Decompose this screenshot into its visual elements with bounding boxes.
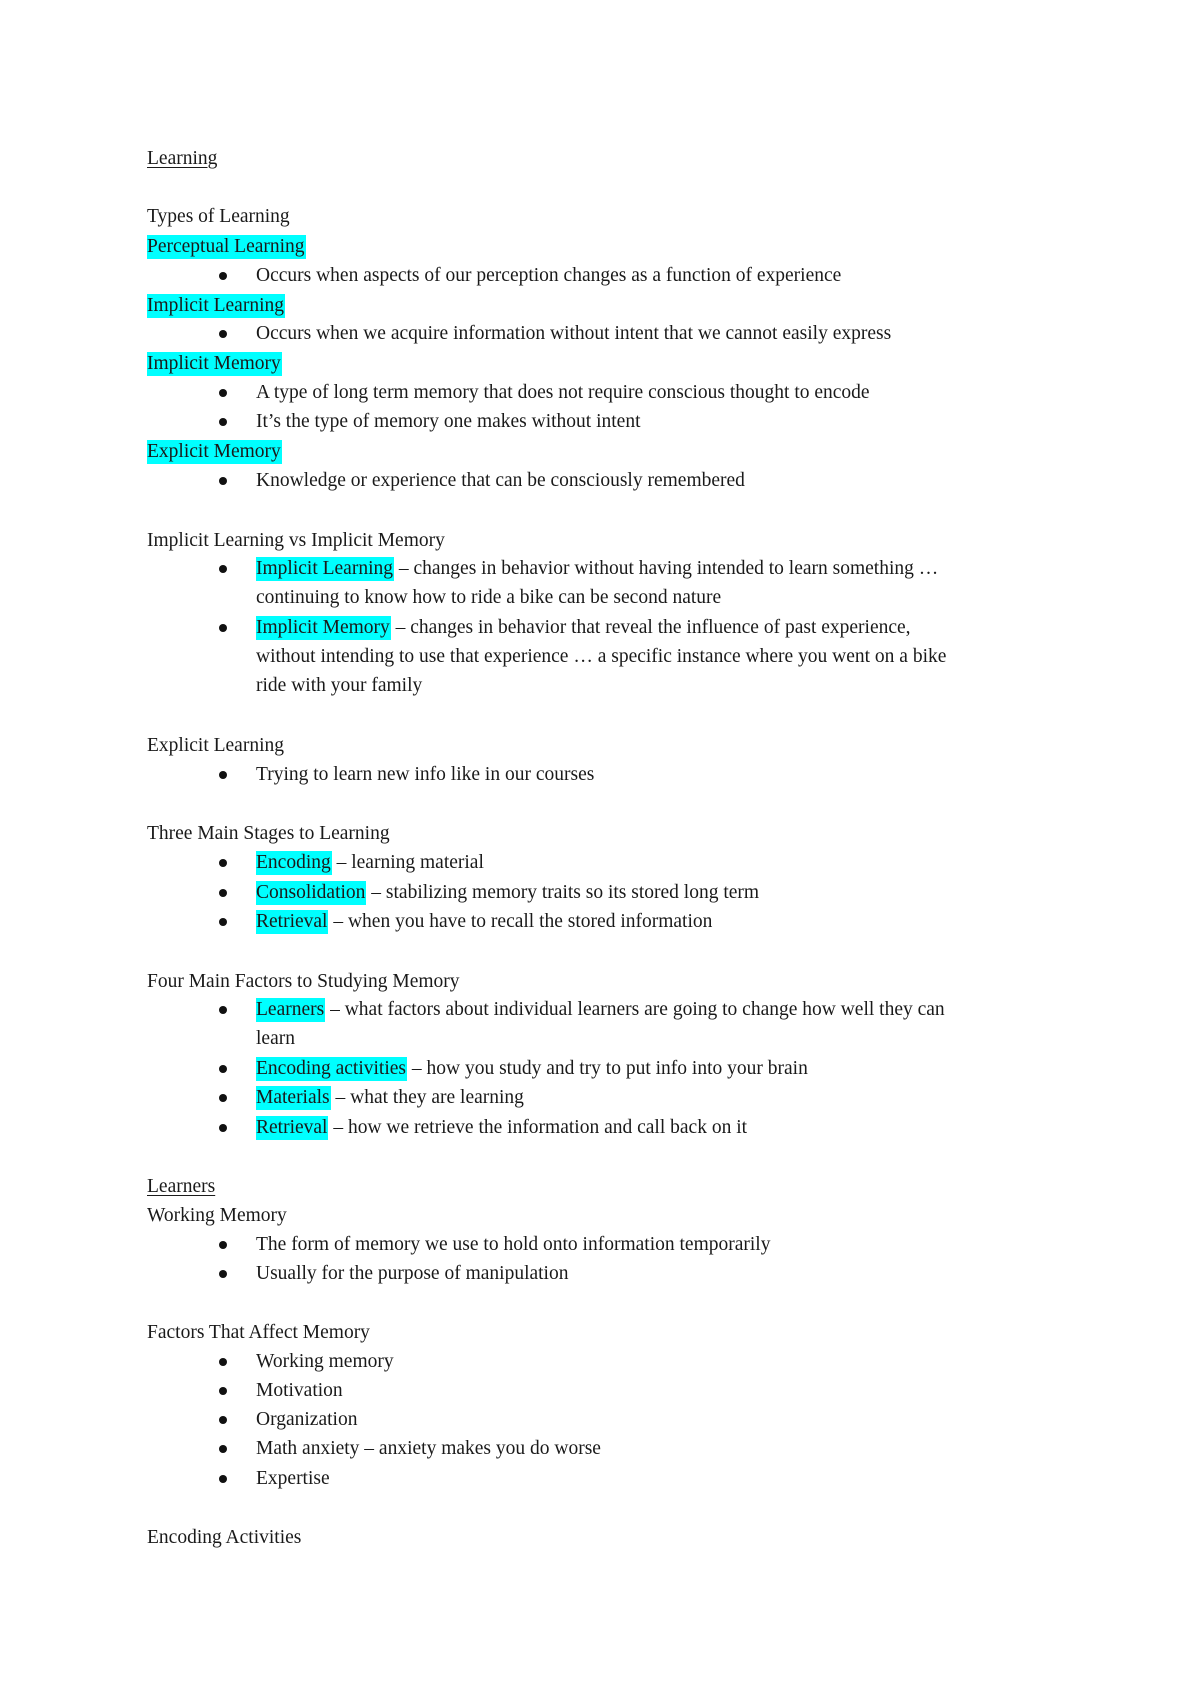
- bullet-icon: [219, 1006, 227, 1014]
- highlighted-term: Implicit Learning: [147, 295, 284, 316]
- list-item: [256, 557, 938, 581]
- list-item: Expertise: [256, 1468, 330, 1489]
- list-item: Working memory: [256, 1351, 394, 1372]
- list-item-text: – learning material: [331, 852, 484, 873]
- bullet-icon: [219, 1387, 227, 1395]
- bullet-icon: [219, 918, 227, 926]
- bullet-icon: [219, 1065, 227, 1073]
- list-item: It’s the type of memory one makes without intent: [256, 411, 641, 432]
- term-heading: [147, 235, 306, 259]
- list-item: Knowledge or experience that can be consciously remembered: [256, 470, 745, 491]
- section-heading: Types of Learning: [147, 206, 290, 227]
- list-item: [256, 1057, 808, 1081]
- section-heading: Explicit Learning: [147, 735, 284, 756]
- list-item: [256, 998, 945, 1022]
- list-item: [256, 851, 484, 875]
- section-heading: Factors That Affect Memory: [147, 1322, 370, 1343]
- bullet-icon: [219, 272, 227, 280]
- term-heading: [147, 440, 282, 464]
- list-item: A type of long term memory that does not require conscious thought to encode: [256, 382, 870, 403]
- bullet-icon: [219, 624, 227, 632]
- highlighted-term: Implicit Learning: [256, 558, 393, 579]
- list-item-text: – how you study and try to put info into your brain: [407, 1058, 808, 1079]
- list-item-continuation: learn: [256, 1028, 295, 1049]
- highlighted-term: Implicit Memory: [256, 617, 390, 638]
- bullet-icon: [219, 1094, 227, 1102]
- bullet-icon: [219, 1445, 227, 1453]
- list-item: Organization: [256, 1409, 358, 1430]
- bullet-icon: [219, 330, 227, 338]
- highlighted-term: Materials: [256, 1087, 330, 1108]
- section-heading: Four Main Factors to Studying Memory: [147, 971, 460, 992]
- highlighted-term: Retrieval: [256, 1117, 328, 1138]
- highlighted-term: Encoding: [256, 852, 331, 873]
- highlighted-term: Perceptual Learning: [147, 236, 305, 257]
- section-heading: Three Main Stages to Learning: [147, 823, 390, 844]
- highlighted-term: Consolidation: [256, 882, 366, 903]
- term-heading: [147, 294, 285, 318]
- list-item: [256, 881, 759, 905]
- list-item-text: – when you have to recall the stored information: [328, 911, 713, 932]
- list-item-text: – changes in behavior that reveal the influence of past experience,: [390, 617, 911, 638]
- bullet-icon: [219, 889, 227, 897]
- highlighted-term: Implicit Memory: [147, 353, 281, 374]
- list-item-continuation: continuing to know how to ride a bike can be second nature: [256, 587, 722, 608]
- list-item: The form of memory we use to hold onto information temporarily: [256, 1234, 771, 1255]
- list-item-text: – what factors about individual learners are going to change how well they can: [325, 999, 945, 1020]
- bullet-icon: [219, 389, 227, 397]
- list-item-text: – changes in behavior without having intended to learn something …: [394, 558, 939, 579]
- bullet-icon: [219, 477, 227, 485]
- bullet-icon: [219, 1475, 227, 1483]
- list-item: Math anxiety – anxiety makes you do worse: [256, 1438, 601, 1459]
- term-heading: [147, 352, 282, 376]
- list-item: Usually for the purpose of manipulation: [256, 1263, 569, 1284]
- list-item: Motivation: [256, 1380, 343, 1401]
- list-item: [256, 1116, 747, 1140]
- highlighted-term: Learners: [256, 999, 325, 1020]
- page-title: Learning: [147, 148, 218, 169]
- highlighted-term: Encoding activities: [256, 1058, 407, 1079]
- list-item-continuation: without intending to use that experience … a specific instance where you went on a bike: [256, 646, 947, 667]
- bullet-icon: [219, 565, 227, 573]
- section-heading: Encoding Activities: [147, 1527, 302, 1548]
- section-title: Learners: [147, 1176, 216, 1197]
- list-item-continuation: ride with your family: [256, 675, 423, 696]
- section-heading: Working Memory: [147, 1205, 287, 1226]
- list-item-text: – stabilizing memory traits so its stored long term: [366, 882, 760, 903]
- highlighted-term: Explicit Memory: [147, 441, 281, 462]
- list-item-text: – how we retrieve the information and call back on it: [328, 1117, 748, 1138]
- list-item: Occurs when we acquire information without intent that we cannot easily express: [256, 323, 892, 344]
- bullet-icon: [219, 1124, 227, 1132]
- list-item: Trying to learn new info like in our courses: [256, 764, 595, 785]
- list-item: Occurs when aspects of our perception changes as a function of experience: [256, 265, 842, 286]
- bullet-icon: [219, 859, 227, 867]
- highlighted-term: Retrieval: [256, 911, 328, 932]
- list-item-text: – what they are learning: [330, 1087, 524, 1108]
- list-item: [256, 910, 712, 934]
- bullet-icon: [219, 1416, 227, 1424]
- bullet-icon: [219, 771, 227, 779]
- list-item: [256, 616, 911, 640]
- list-item: [256, 1086, 524, 1110]
- bullet-icon: [219, 1270, 227, 1278]
- bullet-icon: [219, 1241, 227, 1249]
- bullet-icon: [219, 1358, 227, 1366]
- section-heading: Implicit Learning vs Implicit Memory: [147, 530, 445, 551]
- bullet-icon: [219, 418, 227, 426]
